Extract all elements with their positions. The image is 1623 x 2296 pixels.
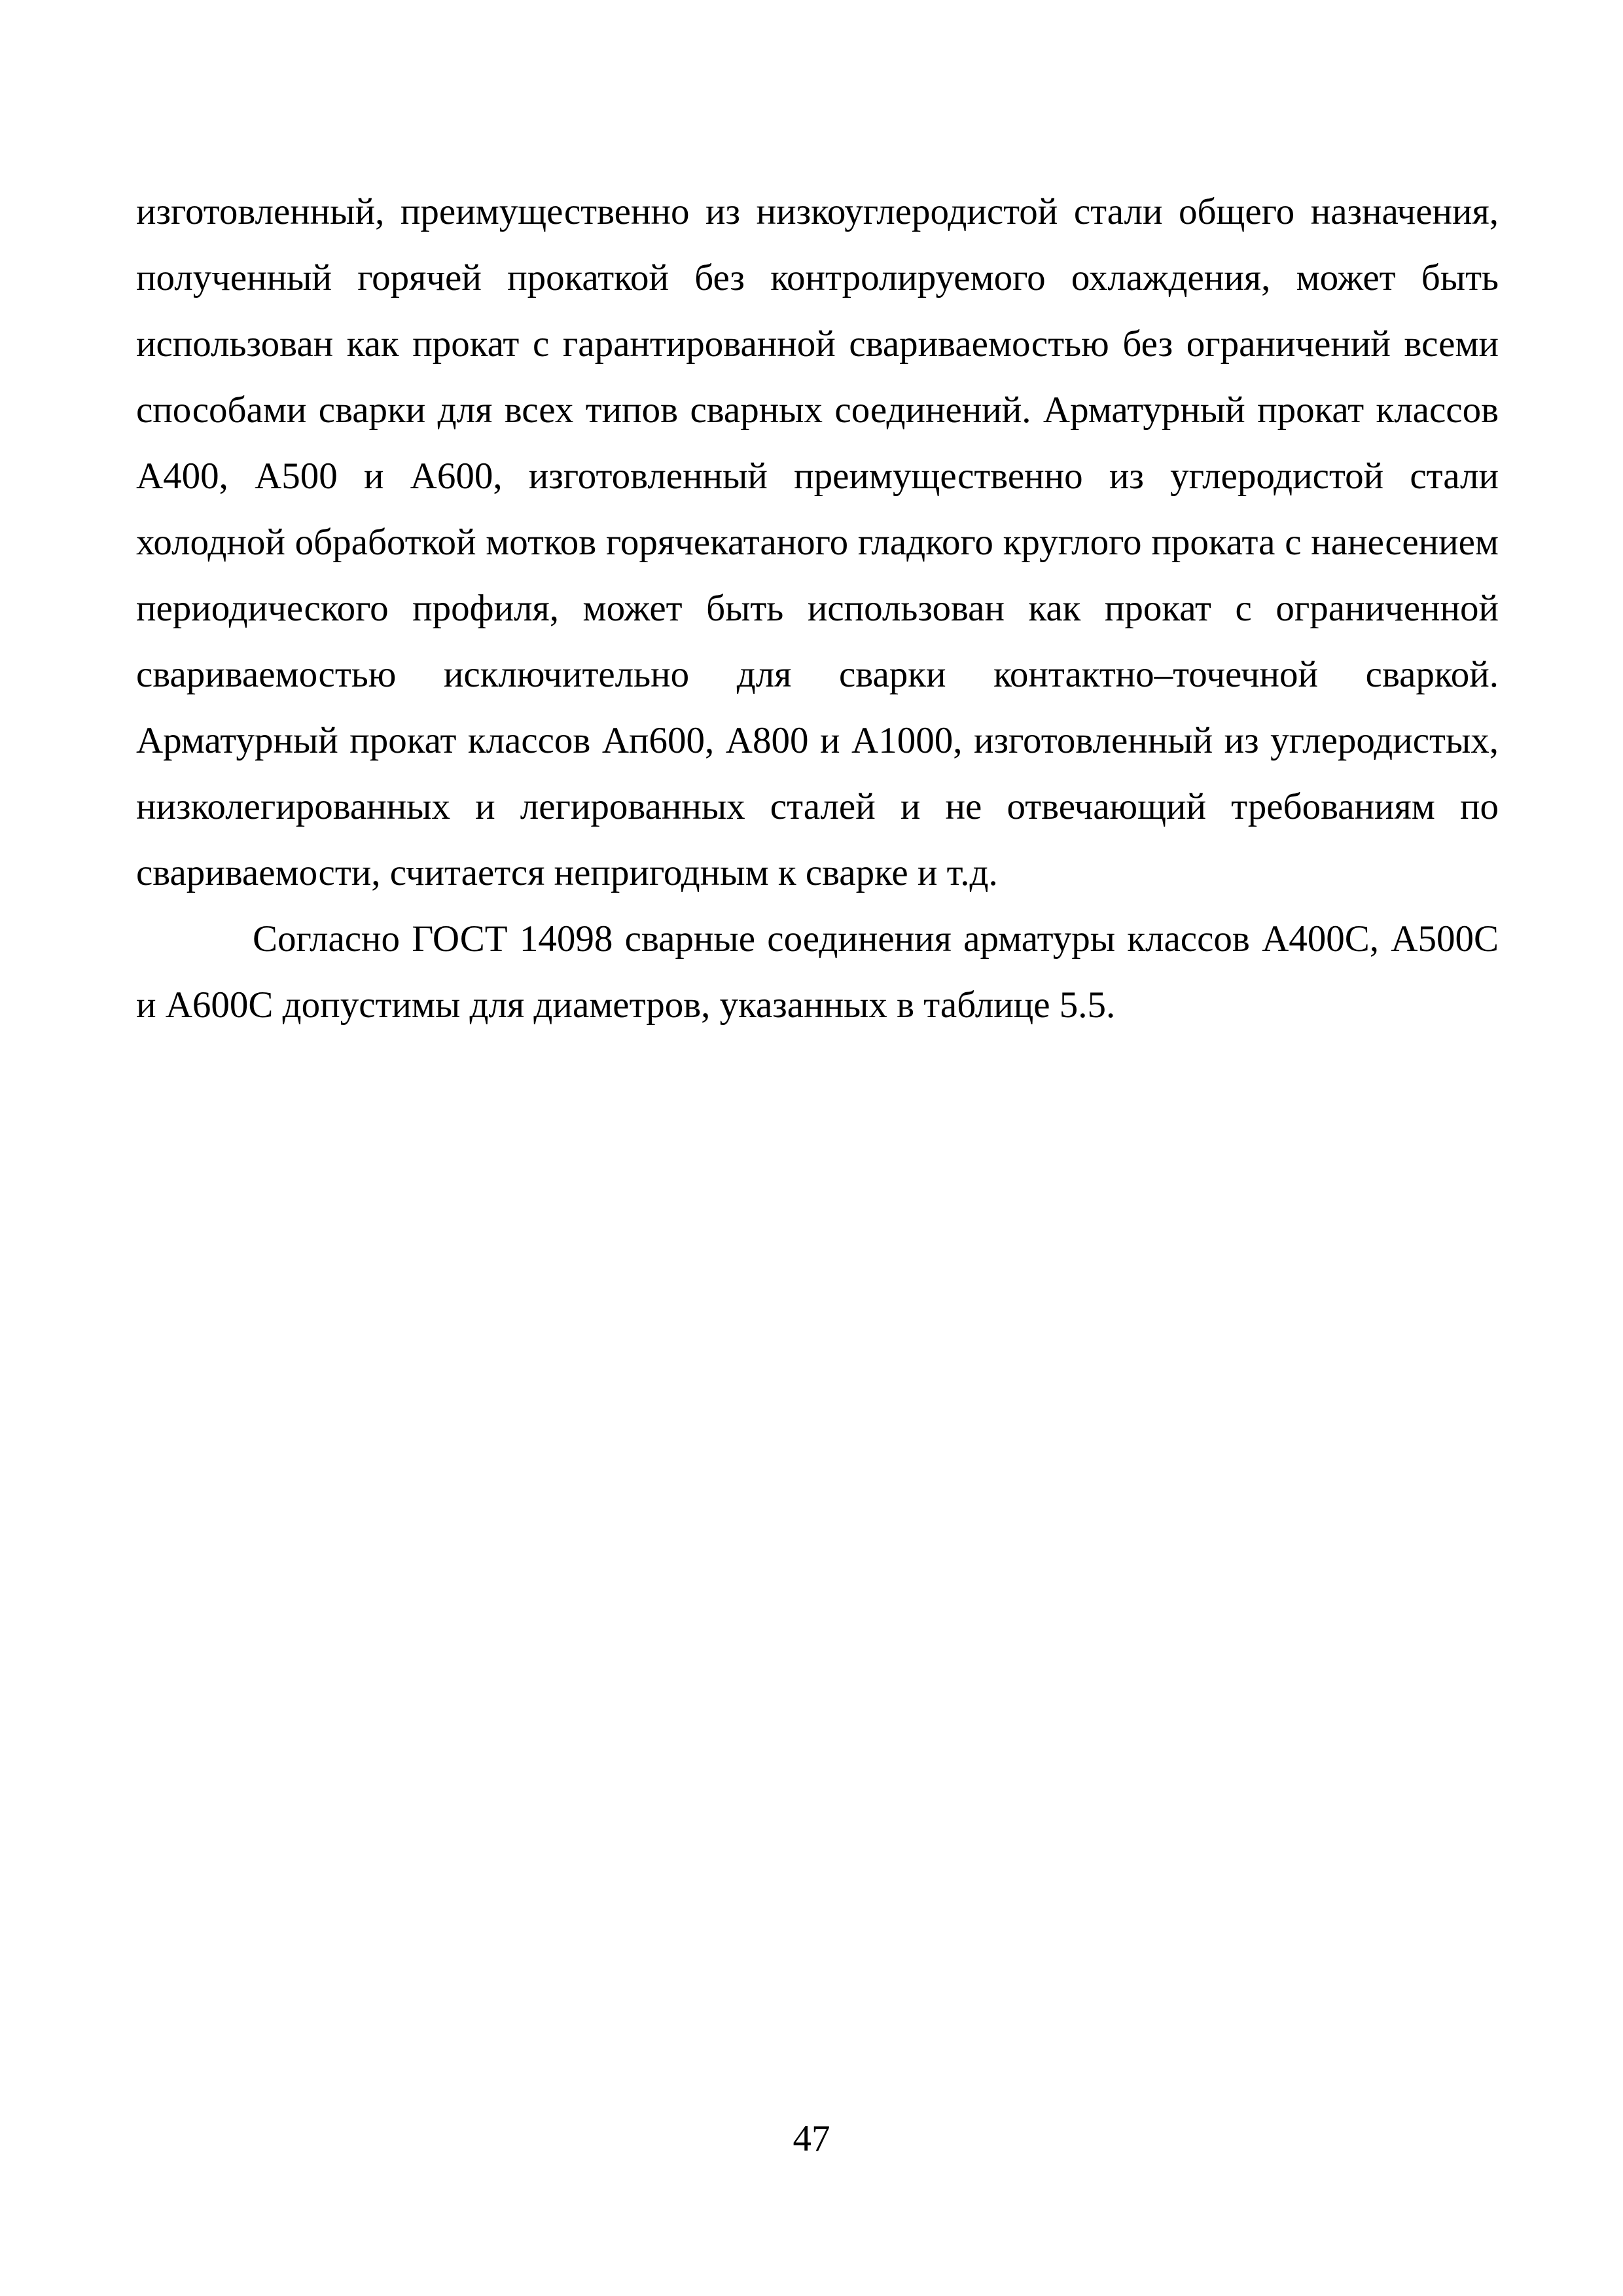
page-number: 47 xyxy=(793,2118,830,2159)
paragraph-continuation: изготовленный, преимущественно из низкоуглеродистой стали общего назначения, полученный горячей прокаткой без контролируемого охлаждения, может быть использован как прокат с гарантированной свариваемостью без ограничений всеми способами сварки для всех типов сварных соединений. Арматурный прокат классов А400, А500 и А600, изготовленный преимущественно из углеродистой стали холодной обработкой мотков горячекатаного гладкого круглого проката с нанесением периодического профиля, может быть использован как прокат с ограниченной свариваемостью исключительно для сварки контактно–точечной сваркой. Арматурный прокат классов Ап600, А800 и А1000, изготовленный из углеродистых, низколегированных и легированных сталей и не отвечающий требованиям по свариваемости, считается непригодным к сварке и т.д. xyxy=(136,191,1499,893)
body-text xyxy=(136,179,1499,1038)
paragraph-gost-14098: Согласно ГОСТ 14098 сварные соединения арматуры классов А400С, А500С и А600С допустимы для диаметров, указанных в таблице 5.5. xyxy=(136,918,1499,1026)
